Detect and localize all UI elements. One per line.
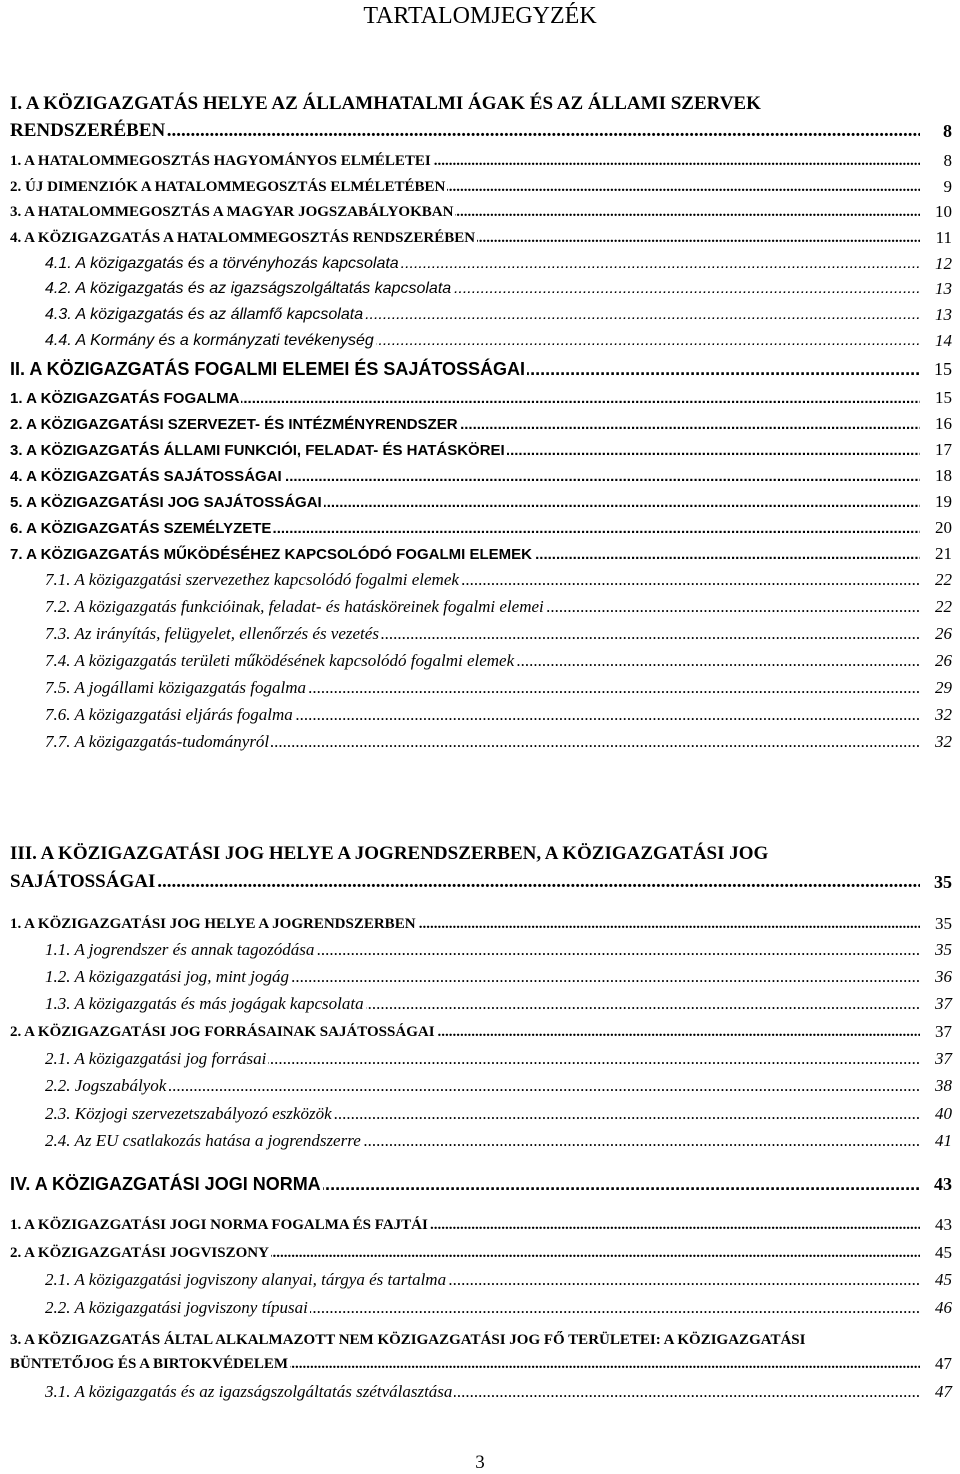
toc-page-number: 22 bbox=[920, 595, 952, 619]
toc-entry[interactable] bbox=[0, 1102, 960, 1126]
toc-entry[interactable] bbox=[0, 490, 960, 514]
toc-entry[interactable] bbox=[0, 1268, 960, 1292]
toc-page-number: 37 bbox=[920, 1020, 952, 1044]
toc-entry[interactable] bbox=[0, 1074, 960, 1098]
toc-page-number: 35 bbox=[920, 870, 952, 894]
toc-entry[interactable] bbox=[0, 516, 960, 540]
toc-entry-text: 7.5. A jogállami közigazgatás fogalma bbox=[45, 676, 308, 700]
toc-page-number: 35 bbox=[920, 912, 952, 936]
toc-page-number: 45 bbox=[920, 1241, 952, 1265]
toc-entry-text: 1. A KÖZIGAZGATÁSI JOGI NORMA FOGALMA ÉS FAJTÁI bbox=[10, 1213, 430, 1237]
toc-entry[interactable] bbox=[0, 542, 960, 566]
toc-page-number: 45 bbox=[920, 1268, 952, 1292]
toc-entry-text: 1.1. A jogrendszer és annak tagozódása bbox=[45, 938, 316, 962]
toc-page-number: 36 bbox=[920, 965, 952, 989]
toc-page-number: 9 bbox=[920, 175, 952, 199]
toc-entry[interactable] bbox=[0, 649, 960, 673]
toc-entry-text: 1.3. A közigazgatás és más jogágak kapcsolata bbox=[45, 992, 366, 1016]
toc-page-number: 18 bbox=[920, 464, 952, 488]
toc-entry-text: 1. A KÖZIGAZGATÁS FOGALMA bbox=[10, 386, 241, 410]
toc-page-number: 14 bbox=[920, 329, 952, 353]
toc-entry-text: 6. A KÖZIGAZGATÁS SZEMÉLYZETE bbox=[10, 516, 273, 540]
toc-page-number: 17 bbox=[920, 438, 952, 462]
toc-page-number: 21 bbox=[920, 542, 952, 566]
toc-entry-text: 2. ÚJ DIMENZIÓK A HATALOMMEGOSZTÁS ELMÉLETÉBEN bbox=[10, 175, 447, 199]
toc-page-number: 19 bbox=[920, 490, 952, 514]
toc-entry-text: IV. A KÖZIGAZGATÁSI JOGI NORMA bbox=[10, 1172, 323, 1196]
toc-entry[interactable] bbox=[0, 595, 960, 619]
toc-entry[interactable] bbox=[0, 149, 960, 173]
toc-page-number: 40 bbox=[920, 1102, 952, 1126]
toc-page-number: 22 bbox=[920, 568, 952, 592]
toc-entry-text: 4.2. A közigazgatás és az igazságszolgáltatás kapcsolata bbox=[45, 277, 453, 301]
toc-entry-text: BÜNTETŐJOG ÉS A BIRTOKVÉDELEM bbox=[10, 1352, 290, 1376]
page-title: TARTALOMJEGYZÉK bbox=[363, 3, 597, 29]
toc-page-number: 37 bbox=[920, 1047, 952, 1071]
toc-entry-text: 1.2. A közigazgatási jog, mint jogág bbox=[45, 965, 291, 989]
toc-entry-text: 4.1. A közigazgatás és a törvényhozás kapcsolata bbox=[45, 252, 401, 276]
toc-entry-text: 5. A KÖZIGAZGATÁSI JOG SAJÁTOSSÁGAI bbox=[10, 490, 324, 514]
toc-entry-text: 2.2. A közigazgatási jogviszony típusai bbox=[45, 1296, 310, 1320]
toc-entry[interactable] bbox=[0, 1380, 960, 1404]
toc-entry-text: 7.1. A közigazgatási szervezethez kapcsolódó fogalmi elemek bbox=[45, 568, 461, 592]
toc-page-number: 43 bbox=[920, 1213, 952, 1237]
toc-entry-text: 7.2. A közigazgatás funkcióinak, feladat- és hatásköreinek fogalmi elemei bbox=[45, 595, 546, 619]
toc-entry-text: SAJÁTOSSÁGAI bbox=[10, 871, 156, 892]
toc-entry[interactable] bbox=[0, 277, 960, 301]
toc-entry-text: 4.4. A Kormány és a kormányzati tevékenység bbox=[45, 329, 376, 353]
toc-page-number: 10 bbox=[920, 200, 952, 224]
toc-page-number: 29 bbox=[920, 676, 952, 700]
toc-entry-text: 7.7. A közigazgatás-tudományról bbox=[45, 730, 271, 754]
toc-entry-text: 2.1. A közigazgatási jog forrásai bbox=[45, 1047, 268, 1071]
toc-entry-text: 2. A KÖZIGAZGATÁSI JOGVISZONY bbox=[10, 1241, 271, 1265]
toc-entry[interactable] bbox=[0, 438, 960, 462]
toc-page-number: 8 bbox=[920, 149, 952, 173]
toc-entry-text: 3.1. A közigazgatás és az igazságszolgáltatás szétválasztása bbox=[45, 1380, 454, 1404]
toc-entry-text: 7.3. Az irányítás, felügyelet, ellenőrzés és vezetés bbox=[45, 622, 381, 646]
toc-entry-text: 7.6. A közigazgatási eljárás fogalma bbox=[45, 703, 295, 727]
toc-page-number: 13 bbox=[920, 277, 952, 301]
toc-entry-text: 3. A HATALOMMEGOSZTÁS A MAGYAR JOGSZABÁLYOKBAN bbox=[10, 200, 455, 224]
toc-entry-text: 1. A KÖZIGAZGATÁSI JOG HELYE A JOGRENDSZERBEN bbox=[10, 912, 418, 936]
toc-entry-text: 2.3. Közjogi szervezetszabályozó eszközök bbox=[45, 1102, 334, 1126]
toc-entry[interactable] bbox=[0, 622, 960, 646]
toc-leader bbox=[45, 1074, 934, 1098]
toc-entry[interactable] bbox=[0, 730, 960, 754]
toc-entry-text: 4. A KÖZIGAZGATÁS A HATALOMMEGOSZTÁS RENDSZERÉBEN bbox=[10, 226, 477, 250]
toc-entry-part-2[interactable] bbox=[0, 357, 960, 381]
toc-entry[interactable] bbox=[0, 992, 960, 1016]
toc-page-number: 26 bbox=[920, 622, 952, 646]
toc-page-number: 47 bbox=[920, 1352, 952, 1376]
toc-entry-text: 2.4. Az EU csatlakozás hatása a jogrendszerre bbox=[45, 1129, 363, 1153]
toc-entry-text: 1. A HATALOMMEGOSZTÁS HAGYOMÁNYOS ELMÉLETEI bbox=[10, 149, 433, 173]
toc-entry[interactable] bbox=[0, 329, 960, 353]
toc-entry-text: RENDSZERÉBEN bbox=[10, 120, 166, 141]
toc-entry[interactable] bbox=[0, 1296, 960, 1320]
toc-entry-text: 2.2. Jogszabályok bbox=[45, 1074, 168, 1098]
toc-entry-text: 4.3. A közigazgatás és az államfő kapcsolata bbox=[45, 303, 365, 327]
toc-entry[interactable] bbox=[0, 1020, 960, 1044]
toc-entry[interactable] bbox=[0, 303, 960, 327]
toc-entry-text: II. A KÖZIGAZGATÁS FOGALMI ELEMEI ÉS SAJÁTOSSÁGAI bbox=[10, 357, 527, 381]
toc-page-number: 8 bbox=[920, 119, 952, 143]
toc-entry[interactable] bbox=[0, 938, 960, 962]
toc-entry[interactable] bbox=[0, 252, 960, 276]
toc-entry-part-3[interactable] bbox=[0, 870, 960, 894]
toc-page-number: 16 bbox=[920, 412, 952, 436]
toc-entry[interactable] bbox=[0, 412, 960, 436]
toc-entry[interactable] bbox=[0, 965, 960, 989]
toc-entry-text: 4. A KÖZIGAZGATÁS SAJÁTOSSÁGAI bbox=[10, 464, 284, 488]
toc-entry[interactable] bbox=[0, 676, 960, 700]
toc-entry[interactable] bbox=[0, 568, 960, 592]
toc-entry[interactable] bbox=[0, 200, 960, 224]
toc-page-number: 13 bbox=[920, 303, 952, 327]
toc-page-number: 15 bbox=[920, 357, 952, 381]
toc-heading-part-1-line-1: I. A KÖZIGAZGATÁS HELYE AZ ÁLLAMHATALMI ÁGAK ÉS AZ ÁLLAMI SZERVEK bbox=[10, 93, 761, 114]
toc-page-number: 11 bbox=[920, 226, 952, 250]
toc-page-number: 35 bbox=[920, 938, 952, 962]
toc-entry[interactable] bbox=[0, 1241, 960, 1265]
toc-entry[interactable] bbox=[0, 386, 960, 410]
toc-entry-text: 2. A KÖZIGAZGATÁSI SZERVEZET- ÉS INTÉZMÉNYRENDSZER bbox=[10, 412, 460, 436]
toc-entry-text: 2.1. A közigazgatási jogviszony alanyai, tárgya és tartalma bbox=[45, 1268, 448, 1292]
page-number: 3 bbox=[475, 1452, 485, 1473]
toc-page-number: 32 bbox=[920, 703, 952, 727]
toc-heading-section-3-line-1: 3. A KÖZIGAZGATÁS ÁLTAL ALKALMAZOTT NEM KÖZIGAZGATÁSI JOG FŐ TERÜLETEI: A KÖZIGAZGATÁSI bbox=[10, 1332, 806, 1348]
toc-entry-text: 2. A KÖZIGAZGATÁSI JOG FORRÁSAINAK SAJÁTOSSÁGAI bbox=[10, 1020, 437, 1044]
toc-entry-text: 3. A KÖZIGAZGATÁS ÁLLAMI FUNKCIÓI, FELADAT- ÉS HATÁSKÖREI bbox=[10, 438, 507, 462]
toc-entry-text: 7. A KÖZIGAZGATÁS MŰKÖDÉSÉHEZ KAPCSOLÓDÓ FOGALMI ELEMEK bbox=[10, 542, 534, 566]
toc-entry[interactable] bbox=[0, 912, 960, 936]
toc-page-number: 41 bbox=[920, 1129, 952, 1153]
toc-entry[interactable] bbox=[0, 1213, 960, 1237]
toc-entry[interactable] bbox=[0, 1352, 960, 1376]
toc-entry[interactable] bbox=[0, 1129, 960, 1153]
toc-page-number: 37 bbox=[920, 992, 952, 1016]
toc-page-number: 26 bbox=[920, 649, 952, 673]
toc-page-number: 32 bbox=[920, 730, 952, 754]
toc-entry-part-4[interactable] bbox=[0, 1172, 960, 1196]
toc-page-number: 15 bbox=[920, 386, 952, 410]
toc-entry[interactable] bbox=[0, 703, 960, 727]
toc-page-number: 46 bbox=[920, 1296, 952, 1320]
toc-page-number: 12 bbox=[920, 252, 952, 276]
toc-page-number: 20 bbox=[920, 516, 952, 540]
toc-page-number: 47 bbox=[920, 1380, 952, 1404]
toc-page-number: 43 bbox=[920, 1172, 952, 1196]
toc-entry[interactable] bbox=[0, 175, 960, 199]
toc-entry-part-1[interactable] bbox=[0, 119, 960, 143]
toc-page-number: 38 bbox=[920, 1074, 952, 1098]
toc-entry[interactable] bbox=[0, 1047, 960, 1071]
toc-entry[interactable] bbox=[0, 464, 960, 488]
toc-heading-part-3-line-1: III. A KÖZIGAZGATÁSI JOG HELYE A JOGRENDSZERBEN, A KÖZIGAZGATÁSI JOG bbox=[10, 843, 769, 864]
toc-entry[interactable] bbox=[0, 226, 960, 250]
toc-entry-text: 7.4. A közigazgatás területi működésének kapcsolódó fogalmi elemek bbox=[45, 649, 516, 673]
